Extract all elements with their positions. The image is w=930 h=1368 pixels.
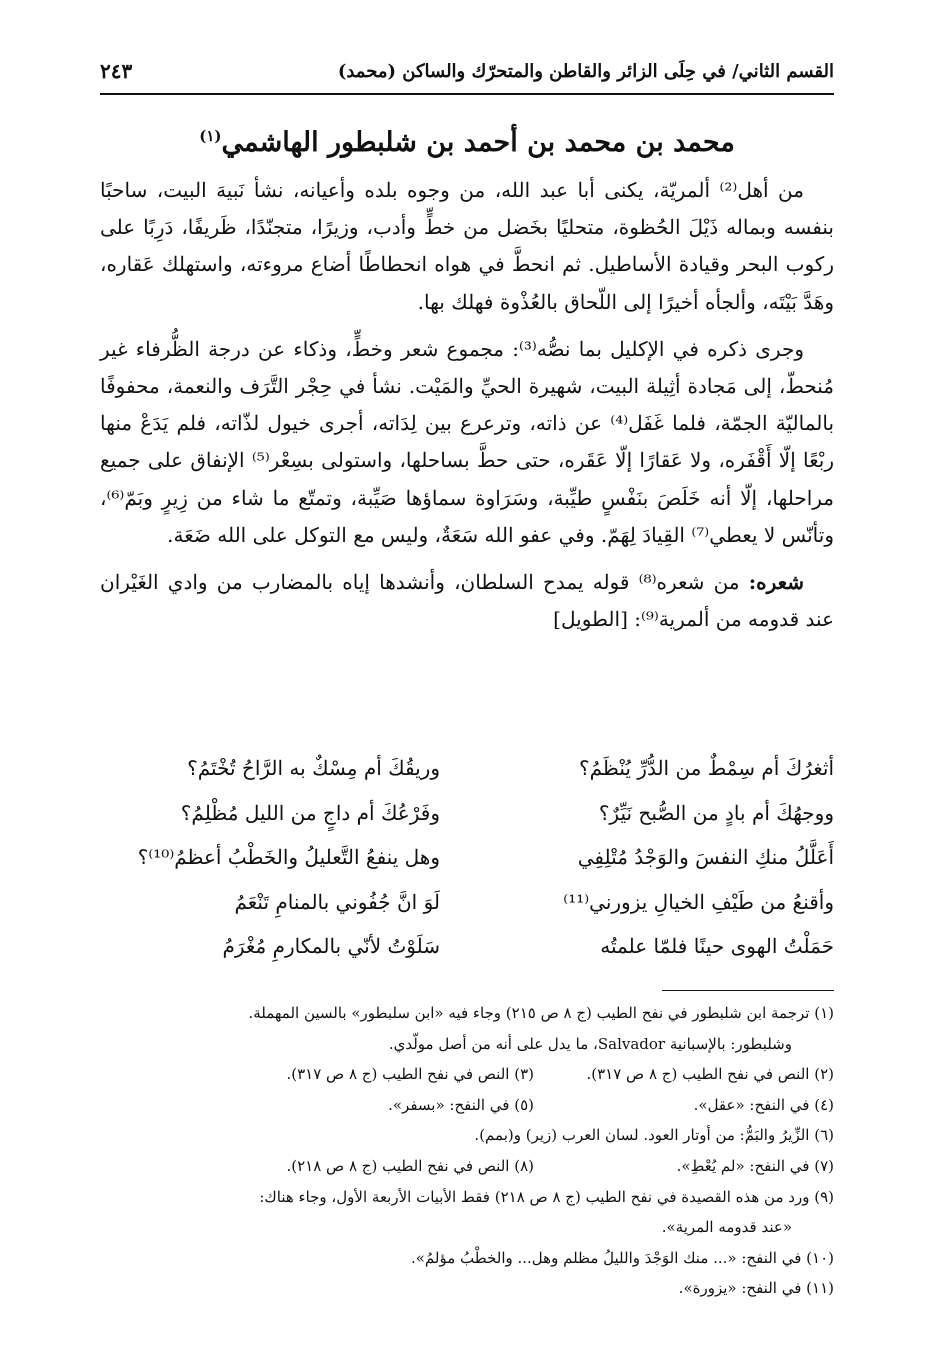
- running-header: [100, 50, 834, 92]
- verse: [100, 880, 834, 925]
- poetry-intro: [100, 564, 834, 638]
- verse: [100, 791, 834, 836]
- title-footnote-marker: (١): [199, 127, 222, 145]
- footnote: (٣) النص في نفح الطيب (ج ٨ ص ٣١٧).: [286, 1065, 534, 1084]
- footnote: (٤) في النفح: «عقل».: [693, 1095, 834, 1114]
- footnote: (١٠) في النفح: «... منك الوَجْدَ والليلُ مظلم وهل... والخطْبُ مؤلمُ».: [410, 1248, 834, 1267]
- verse: [100, 746, 834, 791]
- footnote-pair: [100, 1059, 834, 1090]
- footnote: (٥) في النفح: «بسفر».: [388, 1095, 534, 1114]
- verse-second-hemistich: لَوَ انَّ جُفُوني بالمنامِ تَنْعَمُ: [234, 889, 440, 914]
- footnote-rule: [662, 990, 834, 991]
- footnotes: [100, 998, 834, 1304]
- poetry-label: شعره:: [748, 570, 805, 595]
- verse-first-hemistich: وأقنعُ من طَيْفِ الخيالِ يزورني⁽¹¹⁾: [563, 889, 834, 914]
- biography-body: [100, 172, 834, 638]
- running-title: القسم الثاني/ في حِلَى الزائر والقاطن والمتحرّك والساكن (محمد): [337, 60, 834, 82]
- footnote: (٩) ورد من هذه القصيدة في نفح الطيب (ج ٨ ص ٢١٨) فقط الأبيات الأربعة الأول، وجاء هناك:: [259, 1187, 834, 1206]
- verse-first-hemistich: حَمَلْتُ الهوى حينًا فلمّا علمتُه: [600, 934, 834, 959]
- paragraph: وجرى ذكره في الإكليل بما نصُّه⁽³⁾: مجموع شعر وخطٍّ، وذكاء عن درجة الظُّرفاء غير مُنحطّ، إلى مَجادة أثِيلة البيت، شهيرة الحيِّ والمَيْت. نشأ في حِجْر التَّرَف والنعمة، محفوفًا بالماليّة الجمّة، فلما غَفَل⁽⁴⁾ عن ذاته، وترعرع بين لِدَاته، أجرى خيول لذّاته، فلم يَدَعْ منها ربْعًا إلّا أَقْفَره، ولا عَقارًا إلّا عَقَره، حتى حطَّ بساحلها، واستولى بسِعْر⁽⁵⁾ الإنفاق على جميع مراحلها، إلّا أنه خَلَصَ بنَفْسٍ طيِّبة، وسَرَاوة سماؤها صَيِّبة، وتمتّع ما شاء من زِيرٍ وبَمّ⁽⁶⁾، وتأنّس لا يعطي⁽⁷⁾ القِيادَ لِهَمّ. وفي عفو الله سَعَةٌ، وليس مع التوكل على الله ضَعَة.: [100, 336, 835, 547]
- footnote: (٢) النص في نفح الطيب (ج ٨ ص ٣١٧).: [586, 1065, 834, 1084]
- verse-second-hemistich: وفَرْعُكَ أم داجٍ من الليل مُظْلِمُ؟: [180, 800, 440, 825]
- verse-first-hemistich: أثغرُكَ أم سِمْطٌ من الدُّرِّ يُنْظَمُ؟: [579, 756, 834, 780]
- footnote-pair: [100, 1151, 834, 1182]
- footnote-pair: [100, 1090, 834, 1121]
- verse-first-hemistich: أَعَلَّلُ منكِ النفسَ والوَجْدُ مُتْلِفِي: [577, 845, 834, 870]
- verse: [100, 835, 834, 880]
- page-number: ٢٤٣: [100, 59, 133, 83]
- poetry-intro-text: من شعره⁽⁸⁾ قوله يمدح السلطان، وأنشدها إياه بالمضارب من وادي الغَيْران عند قدومه من ألمرية⁽⁹⁾: [الطويل]: [100, 570, 834, 632]
- verse-second-hemistich: وريقُكَ أم مِسْكٌ به الرَّاحُ تُخْتَمُ؟: [187, 756, 440, 780]
- footnote: (٨) النص في نفح الطيب (ج ٨ ص ٢١٨).: [286, 1156, 534, 1175]
- poem: [100, 746, 834, 969]
- verse-second-hemistich: سَلَوْتُ لأنّي بالمكارمِ مُغْرَمُ: [222, 934, 440, 959]
- verse-second-hemistich: وهل ينفعُ التَّعليلُ والخَطْبُ أعظمُ⁽¹⁰⁾؟: [137, 845, 440, 870]
- footnote: (٧) في النفح: «لم يُعْطِ».: [676, 1156, 834, 1175]
- footnote: (١) ترجمة ابن شلبطور في نفح الطيب (ج ٨ ص ٢١٥) وجاء فيه «ابن سلبطور» بالسين المهملة.: [248, 1004, 834, 1022]
- title-text: محمد بن محمد بن أحمد بن شلبطور الهاشمي: [221, 127, 735, 158]
- header-rule: [100, 93, 834, 95]
- footnote: (٦) الزِّيرُ والبَمُّ: من أوتار العود. لسان العرب (زير) و(بمم).: [474, 1126, 834, 1145]
- footnote-continuation: وشلبطور: بالإسبانية Salvador، ما يدل على أنه من أصل مولّدي.: [388, 1034, 792, 1053]
- paragraph: من أهل⁽²⁾ ألمريّة، يكنى أبا عبد الله، من وجوه بلده وأعيانه، نشأ نَبيهَ البيت، ساحبًا بنفسه وبماله ذَيْلَ الحُظوة، متحليًا بخَضل من خطٍّ وأدب، وزيرًا، متجنّدًا، ظَريفًا، دَرِبًا على ركوب البحر وقيادة الأساطيل. ثم انحطَّ في هواه انحطاطًا أضاع مروءته، واستهلك عَقاره، وهَدَّ بَيْتَه، وألجأه أخيرًا إلى اللّحاق بالعُذْوة فهلك بها.: [100, 178, 834, 314]
- footnote: (١١) في النفح: «يزورة».: [678, 1279, 834, 1298]
- verse: [100, 924, 834, 969]
- verse-first-hemistich: ووجهُكَ أم بادٍ من الصُّبح نَيِّرٌ؟: [598, 800, 834, 825]
- biography-title: [100, 112, 834, 167]
- footnote-continuation: «عند قدومه المرية».: [661, 1218, 792, 1237]
